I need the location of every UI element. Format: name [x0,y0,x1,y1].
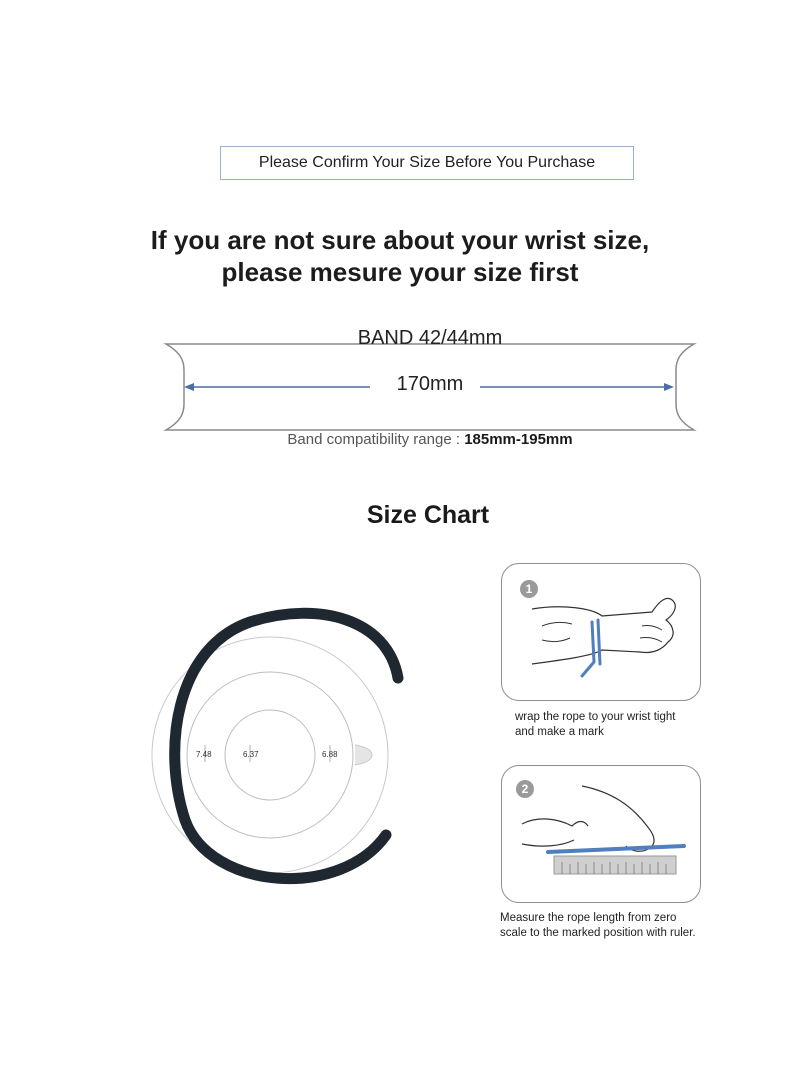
step-2-number: 2 [516,780,534,798]
headline-line-2: please mesure your size first [221,257,579,287]
size-circle-small [225,710,315,800]
step-2-caption-line-2: scale to the marked position with ruler. [500,927,696,939]
rope-loop [582,620,600,676]
step-1-caption [515,710,735,740]
step-1-card [501,563,701,701]
step-2-card [501,765,701,903]
band-loop [175,613,398,878]
ring-label-688: 6.88 [322,750,338,759]
step-1-caption-line-2: and make a mark [515,726,604,738]
compat-value: 185mm-195mm [464,431,573,448]
step-1-number: 1 [520,580,538,598]
ring-label-748: 7.48 [196,750,212,759]
size-chart-title: Size Chart [366,501,490,529]
step-2-caption-line-1: Measure the rope length from zero [500,912,677,924]
ring-label-637: 6.37 [243,750,259,759]
compat-label: Band compatibility range : [287,431,461,448]
size-pointer [355,745,372,765]
band-compatibility [180,431,680,448]
hands-outline [522,786,654,851]
headline-line-1: If you are not sure about your wrist size, [150,225,650,255]
band-length-label: 170mm [396,373,464,395]
band-title: BAND 42/44mm [357,327,503,349]
headline [100,224,700,288]
size-notice-text: Please Confirm Your Size Before You Purchase [258,154,596,171]
rope-on-ruler [548,846,684,852]
step-1-caption-line-1: wrap the rope to your wrist tight [515,711,676,723]
size-notice-box [220,146,634,180]
ring-label-marks [205,745,330,762]
step-2-caption [500,911,750,941]
wrist-wrap-illustration [502,564,698,698]
hand-wrist-outline [532,598,675,664]
ring-illustration [150,580,420,910]
ruler-measure-illustration [502,766,698,900]
